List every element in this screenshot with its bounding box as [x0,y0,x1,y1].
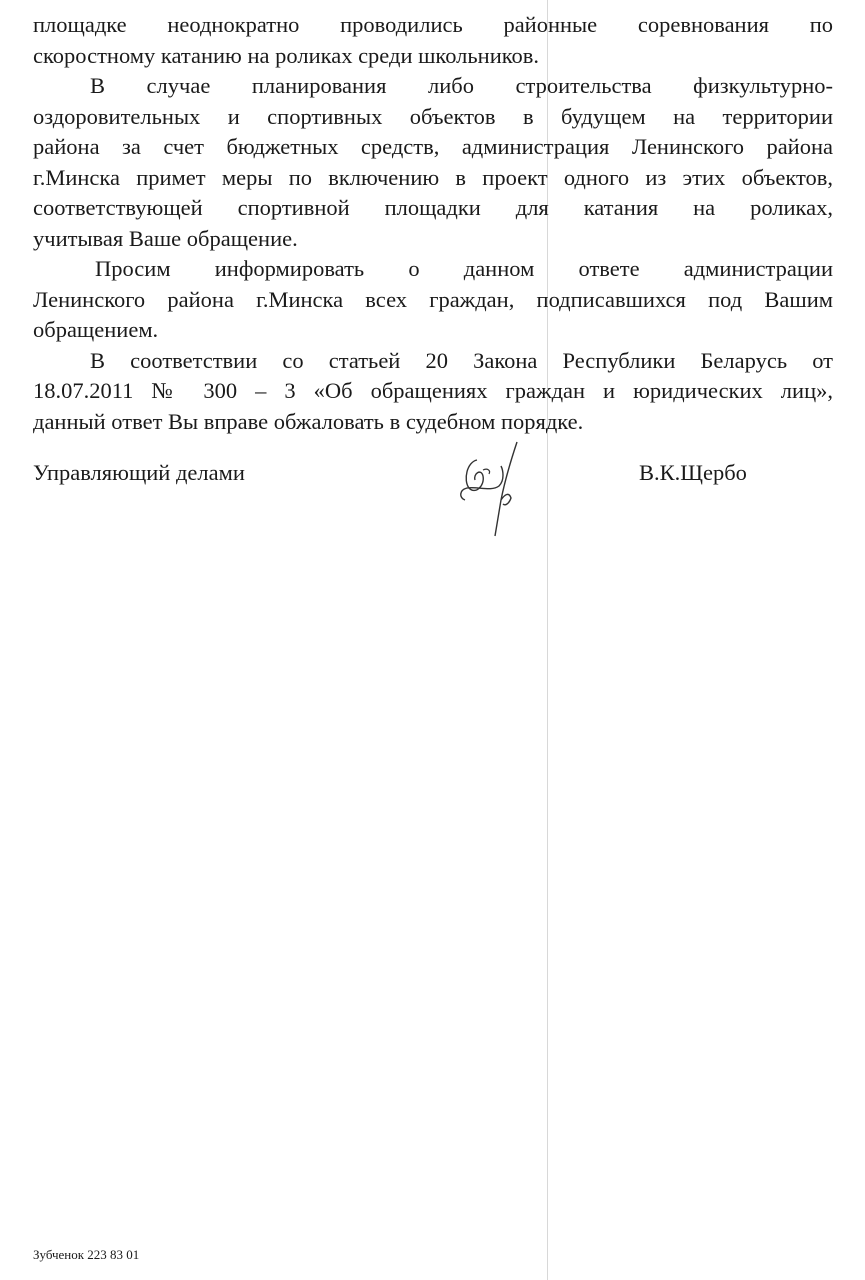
text-line: площадке неоднократно проводились районные соревнования по [33,12,833,37]
text-line: соответствующей спортивной площадки для катания на роликах, [33,195,833,220]
signatory-title: Управляющий делами [33,460,245,485]
text-line: Ленинского района г.Минска всех граждан, подписавшихся под Вашим [33,286,833,312]
text-line: учитывая Ваше обращение. [33,225,298,251]
text-line: 18.07.2011 № 300 – 3 «Об обращениях граждан и юридических лиц», [33,378,833,403]
text-line: В соответствии со статьей 20 Закона Республики Беларусь от [90,347,833,373]
executor-contact: Зубченок 223 83 01 [33,1247,140,1262]
handwritten-signature [455,440,545,540]
text-line: Просим информировать о данном ответе администрации [95,256,833,281]
signature-row [33,458,833,491]
letter-body [33,10,833,437]
text-line: данный ответ Вы вправе обжаловать в судебном порядке. [33,408,584,434]
text-line: обращением. [33,317,159,342]
signatory-name: В.К.Щербо [639,460,747,485]
text-line: г.Минска примет меры по включению в проект одного из этих объектов, [33,164,833,190]
text-line: оздоровительных и спортивных объектов в будущем на территории [33,103,833,129]
text-line: скоростному катанию на роликах среди школьников. [33,42,540,68]
text-line: района за счет бюджетных средств, администрация Ленинского района [33,134,833,159]
text-line: В случае планирования либо строительства физкультурно- [90,73,833,98]
